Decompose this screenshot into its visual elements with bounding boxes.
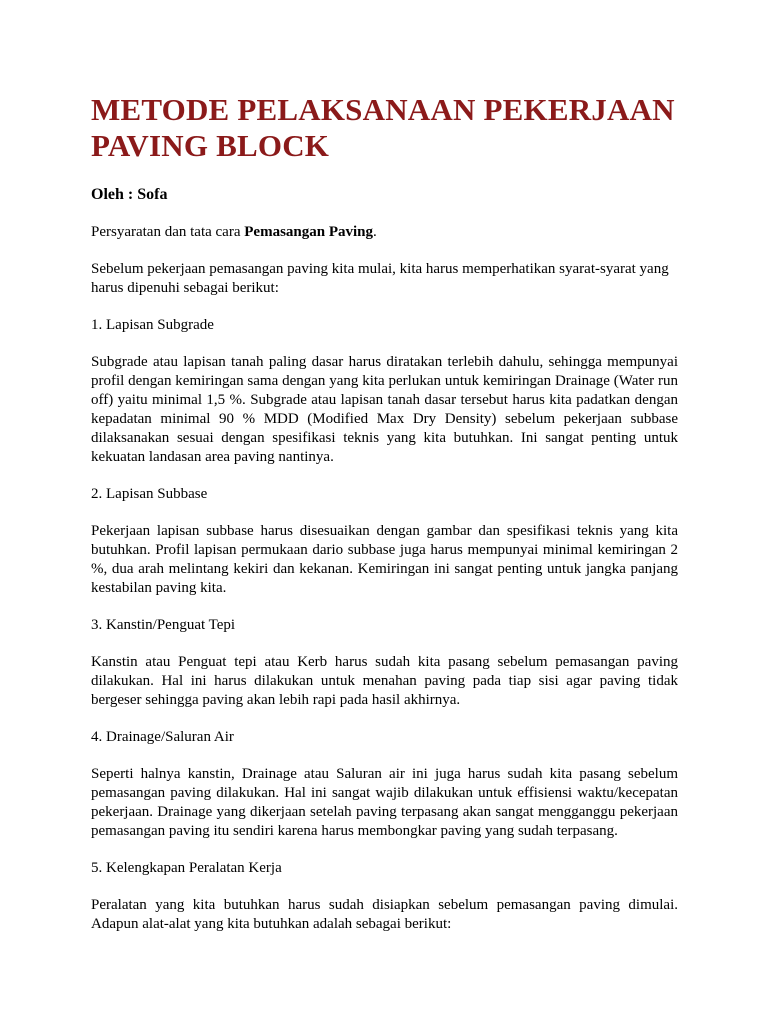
section-heading-drainage: 4. Drainage/Saluran Air [91, 729, 234, 745]
section-body-peralatan: Peralatan yang kita butuhkan harus sudah disiapkan sebelum pemasangan paving dimulai. Adapun alat-alat yang kita butuhkan adalah sebagai berikut: [91, 897, 678, 932]
intro-bold-term: Pemasangan Paving [244, 224, 374, 240]
section-heading-peralatan: 5. Kelengkapan Peralatan Kerja [91, 860, 282, 876]
document-page [91, 92, 678, 934]
document-title: METODE PELAKSANAAN PEKERJAAN PAVING BLOCK [91, 92, 675, 163]
section-heading-subbase: 2. Lapisan Subbase [91, 486, 208, 502]
section-body-drainage: Seperti halnya kanstin, Drainage atau Saluran air ini juga harus sudah kita pasang sebelum pemasangan paving dilakukan. Hal ini sangat wajib dilakukan untuk effisiensi waktu/kecepatan pekerjaan. Drainage yang dikerjaan setelah paving terpasang akan sangat mengganggu pekerjaan pemasangan paving itu sendiri karena harus membongkar paving yang sudah terpasang. [91, 766, 678, 839]
section-body-subbase: Pekerjaan lapisan subbase harus disesuaikan dengan gambar dan spesifikasi teknis yang kita butuhkan. Profil lapisan permukaan dario subbase juga harus mempunyai minimal kemiringan 2 %, dua arah melintang kekiri dan kekanan. Kemiringan ini sangat penting untuk jangka panjang kestabilan paving kita. [91, 523, 678, 596]
section-heading-subgrade: 1. Lapisan Subgrade [91, 317, 214, 333]
intro-paragraph [91, 223, 678, 242]
intro-suffix: . [373, 224, 377, 240]
section-body-subgrade: Subgrade atau lapisan tanah paling dasar harus diratakan terlebih dahulu, sehingga mempunyai profil dengan kemiringan sama dengan yang kita perlukan untuk kemiringan Drainage (Water run off) yaitu minimal 1,5 %. Subgrade atau lapisan tanah dasar tersebut harus kita padatkan dengan kepadatan minimal 90 % MDD (Modified Max Dry Density) sebelum pekerjaan subbase dilaksanakan sesuai dengan spesifikasi teknis yang kita butuhkan. Ini sangat penting untuk kekuatan landasan area paving nantinya. [91, 354, 678, 465]
section-body-kanstin: Kanstin atau Penguat tepi atau Kerb harus sudah kita pasang sebelum pemasangan paving dilakukan. Hal ini harus dilakukan untuk menahan paving pada tiap sisi agar paving tidak bergeser sehingga paving akan lebih rapi pada hasil akhirnya. [91, 654, 678, 708]
author-line: Oleh : Sofa [91, 186, 168, 203]
intro-prefix: Persyaratan dan tata cara [91, 224, 245, 240]
lead-paragraph: Sebelum pekerjaan pemasangan paving kita mulai, kita harus memperhatikan syarat-syarat yang harus dipenuhi sebagai berikut: [91, 261, 669, 296]
section-heading-kanstin: 3. Kanstin/Penguat Tepi [91, 617, 236, 633]
